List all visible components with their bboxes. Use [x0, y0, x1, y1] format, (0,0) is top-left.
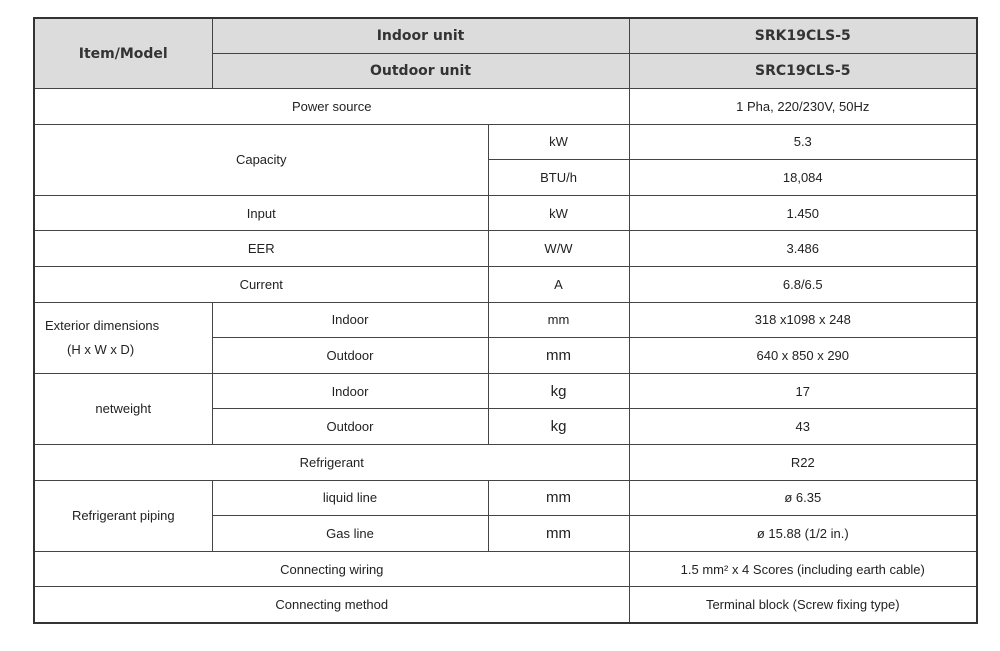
spec-table — [33, 17, 978, 624]
table-row — [34, 231, 977, 267]
unit: A — [488, 266, 629, 302]
row-value: 1.450 — [629, 195, 977, 231]
row-value: 5.3 — [629, 124, 977, 160]
sub-label: liquid line — [212, 480, 488, 516]
indoor-unit-header: Indoor unit — [212, 18, 629, 54]
unit: mm — [488, 302, 629, 338]
unit: mm — [488, 338, 629, 374]
row-value: 17 — [629, 373, 977, 409]
table-row — [34, 587, 977, 623]
row-value: Terminal block (Screw fixing type) — [629, 587, 977, 623]
sub-label: Outdoor — [212, 338, 488, 374]
table-row — [34, 266, 977, 302]
item-model-header: Item/Model — [34, 18, 212, 89]
unit: kg — [488, 373, 629, 409]
unit: W/W — [488, 231, 629, 267]
unit: mm — [488, 516, 629, 552]
row-value: 318 x1098 x 248 — [629, 302, 977, 338]
table-row — [34, 551, 977, 587]
row-label: netweight — [34, 373, 212, 444]
row-label: Input — [34, 195, 488, 231]
sub-label: Gas line — [212, 516, 488, 552]
table-row — [34, 302, 977, 338]
table-row — [34, 444, 977, 480]
row-label: Power source — [34, 89, 629, 125]
row-value: ø 6.35 — [629, 480, 977, 516]
row-label — [34, 302, 212, 373]
row-label: Refrigerant piping — [34, 480, 212, 551]
table-row — [34, 480, 977, 516]
unit: kg — [488, 409, 629, 445]
row-value: 6.8/6.5 — [629, 266, 977, 302]
row-value: 1.5 mm² x 4 Scores (including earth cable) — [629, 551, 977, 587]
table-row — [34, 124, 977, 160]
outdoor-unit-header: Outdoor unit — [212, 54, 629, 89]
row-label: Capacity — [34, 124, 488, 195]
table-row — [34, 89, 977, 125]
indoor-model: SRK19CLS-5 — [629, 18, 977, 54]
row-value: 3.486 — [629, 231, 977, 267]
row-value: R22 — [629, 444, 977, 480]
row-label: Connecting wiring — [34, 551, 629, 587]
unit: kW — [488, 124, 629, 160]
row-label: Refrigerant — [34, 444, 629, 480]
dimensions-sublabel: (H x W x D) — [67, 341, 135, 357]
unit: BTU/h — [488, 160, 629, 196]
row-label: Connecting method — [34, 587, 629, 623]
row-value: 1 Pha, 220/230V, 50Hz — [629, 89, 977, 125]
sub-label: Indoor — [212, 373, 488, 409]
table-row — [34, 373, 977, 409]
table-row — [34, 195, 977, 231]
dimensions-label: Exterior dimensions — [45, 317, 160, 333]
unit: mm — [488, 480, 629, 516]
row-value: ø 15.88 (1/2 in.) — [629, 516, 977, 552]
sub-label: Outdoor — [212, 409, 488, 445]
unit: kW — [488, 195, 629, 231]
row-label: EER — [34, 231, 488, 267]
row-value: 18,084 — [629, 160, 977, 196]
row-value: 640 x 850 x 290 — [629, 338, 977, 374]
outdoor-model: SRC19CLS-5 — [629, 54, 977, 89]
row-label: Current — [34, 266, 488, 302]
row-value: 43 — [629, 409, 977, 445]
sub-label: Indoor — [212, 302, 488, 338]
